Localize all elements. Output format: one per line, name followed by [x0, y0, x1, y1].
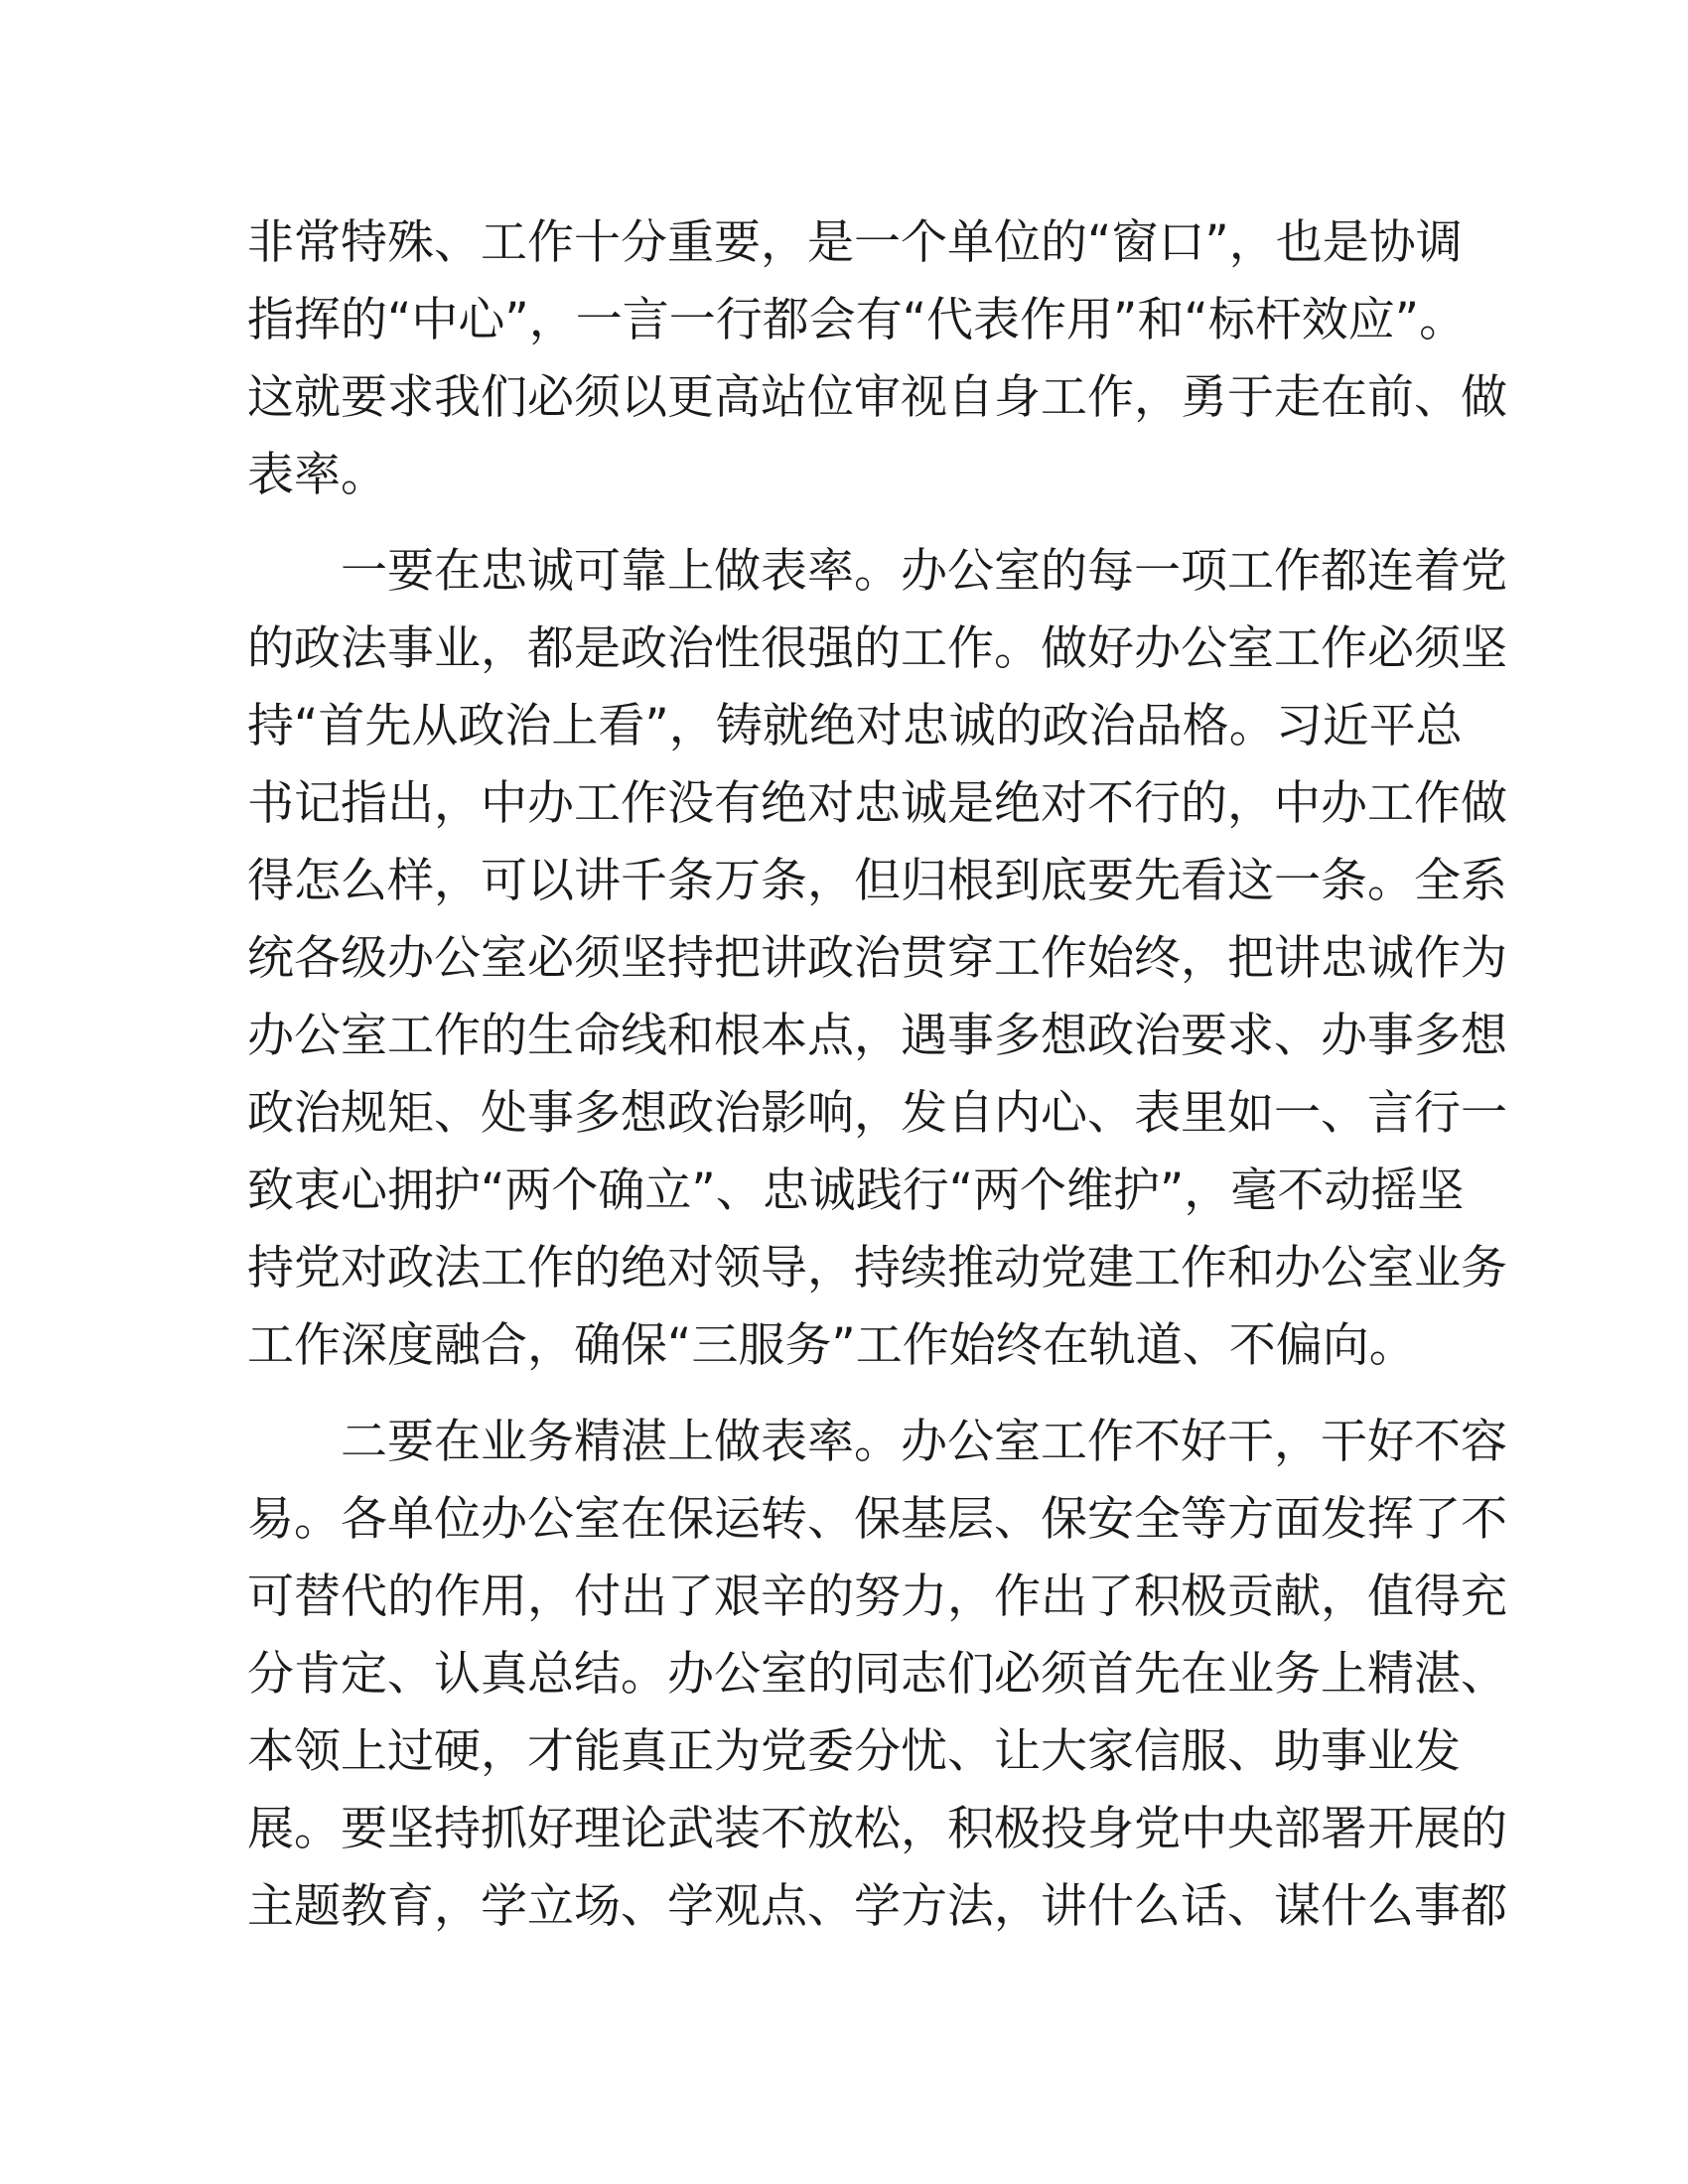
paragraph-gap [247, 514, 1439, 533]
text-line: 统各级办公室必须坚持把讲政治贯穿工作始终，把讲忠诚作为 [247, 931, 1507, 986]
text-line: 本领上过硬，才能真正为党委分忧、让大家信服、助事业发 [247, 1724, 1461, 1779]
text-line: 表率。 [247, 448, 387, 502]
text-line: 持“首先从政治上看”，铸就绝对忠诚的政治品格。习近平总 [247, 699, 1463, 753]
paragraph-3 [247, 1404, 1507, 1946]
text-line: 分肯定、认真总结。办公室的同志们必须首先在业务上精湛、 [247, 1647, 1507, 1702]
text-line: 致衷心拥护“两个确立”、忠诚践行“两个维护”，毫不动摇坚 [247, 1163, 1465, 1218]
paragraph-2 [247, 533, 1507, 1385]
text-line: 可替代的作用，付出了艰辛的努力，作出了积极贡献，值得充 [247, 1570, 1507, 1624]
paragraph-gap [247, 1385, 1439, 1404]
text-line: 指挥的“中心”，一言一行都会有“代表作用”和“标杆效应”。 [247, 293, 1467, 347]
text-line: 书记指出，中办工作没有绝对忠诚是绝对不行的，中办工作做 [247, 776, 1507, 831]
text-line: 易。各单位办公室在保运转、保基层、保安全等方面发挥了不 [247, 1492, 1507, 1547]
text-line: 展。要坚持抓好理论武装不放松，积极投身党中央部署开展的 [247, 1802, 1507, 1856]
text-line: 持党对政法工作的绝对领导，持续推动党建工作和办公室业务 [247, 1241, 1507, 1296]
text-line: 政治规矩、处事多想政治影响，发自内心、表里如一、言行一 [247, 1086, 1507, 1141]
text-line: 的政法事业，都是政治性很强的工作。做好办公室工作必须坚 [247, 621, 1507, 676]
document-body [247, 205, 1507, 1946]
paragraph-1 [247, 205, 1507, 514]
text-line: 非常特殊、工作十分重要，是一个单位的“窗口”，也是协调 [247, 215, 1463, 270]
text-line: 办公室工作的生命线和根本点，遇事多想政治要求、办事多想 [247, 1009, 1507, 1063]
text-line: 得怎么样，可以讲千条万条，但归根到底要先看这一条。全系 [247, 854, 1507, 908]
text-line: 这就要求我们必须以更高站位审视自身工作，勇于走在前、做 [247, 370, 1507, 425]
text-line: 主题教育，学立场、学观点、学方法，讲什么话、谋什么事都 [247, 1879, 1507, 1934]
text-line: 一要在忠诚可靠上做表率。办公室的每一项工作都连着党 [341, 544, 1507, 599]
text-line: 二要在业务精湛上做表率。办公室工作不好干，干好不容 [341, 1415, 1507, 1469]
text-line: 工作深度融合，确保“三服务”工作始终在轨道、不偏向。 [247, 1318, 1416, 1373]
